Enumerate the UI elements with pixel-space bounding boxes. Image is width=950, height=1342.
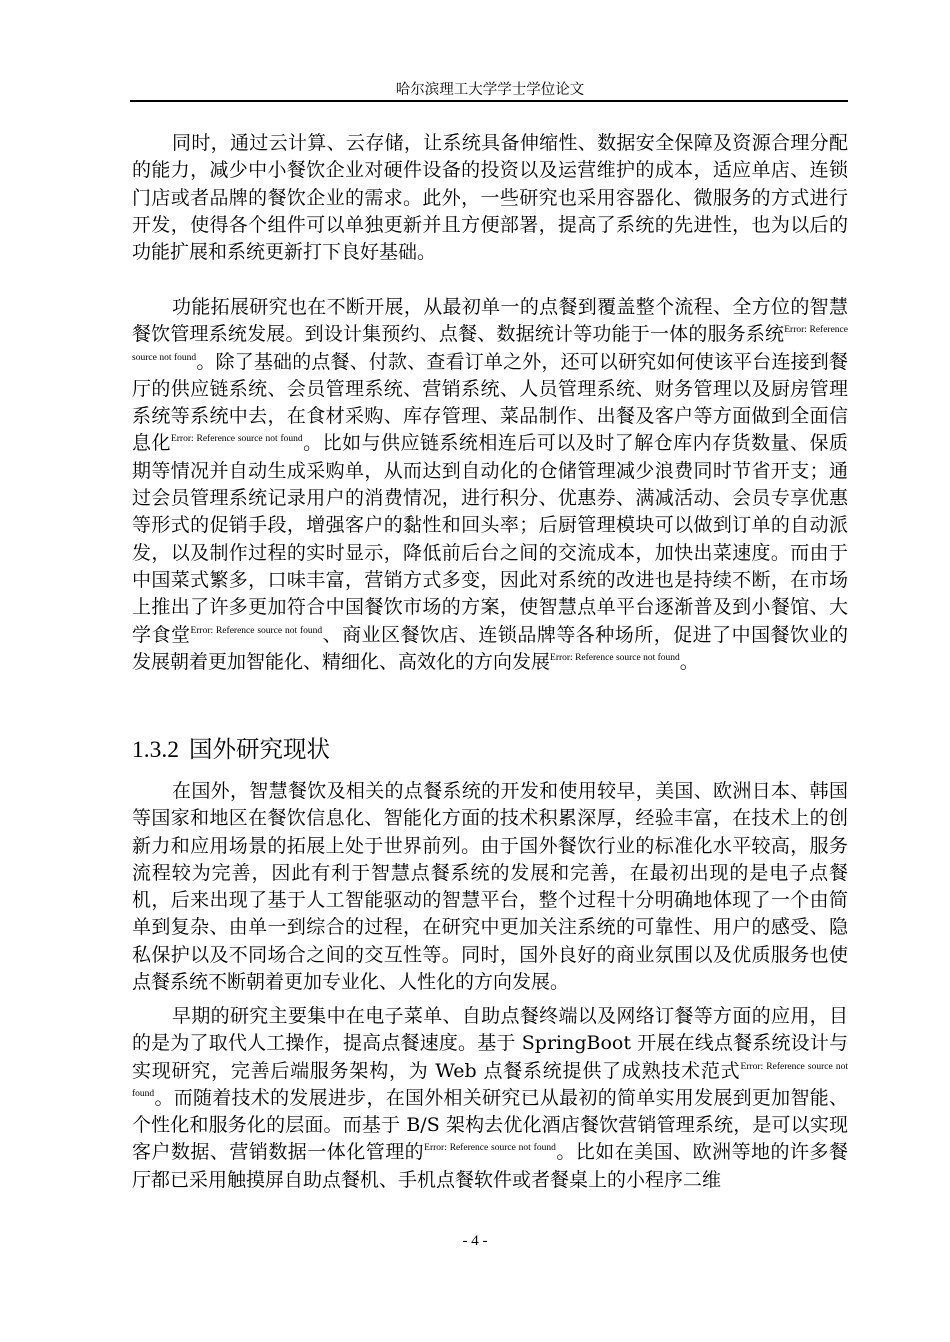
citation-error: Error: Reference source not found	[132, 1061, 848, 1099]
paragraph-text: 、商业区餐饮店、连锁品牌等各种场所，促进了中国餐饮业的发展朝着更加智能化、精细化、高效化的方向发展	[132, 623, 848, 673]
paragraph-text: 早期的研究主要集中在电子菜单、自助点餐终端以及网络订餐等方面的应用，目的是为了取代人工操作，提高点餐速度。基于 SpringBoot 开展在线点餐系统设计与实现研究，完善后端服务架构，为 Web 点餐系统提供了成熟技术范式	[132, 1005, 848, 1082]
section-number: 1.3.2	[132, 737, 179, 763]
paragraph-text: 。	[679, 650, 699, 673]
paragraph-text: 同时，通过云计算、云存储，让系统具备伸缩性、数据安全保障及资源合理分配的能力，减少中小餐饮企业对硬件设备的投资以及运营维护的成本，适应单店、连锁门店或者品牌的餐饮企业的需求。此外，一些研究也采用容器化、微服务的方式进行开发，使得各个组件可以单独更新并且方便部署，提高了系统的先进性，也为以后的功能扩展和系统更新打下良好基础。	[132, 132, 848, 264]
section-title: 国外研究现状	[189, 735, 330, 763]
citation-error: Error: Reference source not found	[550, 652, 680, 663]
paragraph-text: 在国外，智慧餐饮及相关的点餐系统的开发和使用较早，美国、欧洲日本、韩国等国家和地区在餐饮信息化、智能化方面的技术积累深厚，经验丰富，在技术上的创新力和应用场景的拓展上处于世界前列。由于国外餐饮行业的标准化水平较高，服务流程较为完善，因此有利于智慧点餐系统的发展和完善，在最初出现的是电子点餐机，后来出现了基于人工智能驱动的智慧平台，整个过程十分明确地体现了一个由简单到复杂、由单一到综合的过程，在研究中更加关注系统的可靠性、用户的感受、隐私保护以及不同场合之间的交互性等。同时，国外良好的商业氛围以及优质服务也使点餐系统不断朝着更加专业化、人性化的方向发展。	[132, 780, 848, 994]
citation-error: Error: Reference source not found	[132, 325, 848, 363]
citation-error: Error: Reference source not found	[190, 625, 323, 636]
body-paragraph	[132, 778, 848, 996]
citation-error: Error: Reference source not found	[170, 434, 303, 445]
page-header-title: 哈尔滨理工大学学士学位论文	[395, 82, 585, 98]
header-rule	[130, 100, 848, 102]
page-number: - 4 -	[462, 1233, 488, 1249]
paragraph-text: 。比如在美国、欧洲等地的许多餐厅都已采用触摸屏自助点餐机、手机点餐软件或者餐桌上的小程序二维	[132, 1141, 848, 1191]
section-heading	[132, 734, 330, 765]
citation-error: Error: Reference source not found	[424, 1143, 556, 1154]
paragraph-text: 。而随着技术的发展进步，在国外相关研究已从最初的简单实用发展到更加智能、个性化和服务化的层面。而基于 B/S 架构去优化酒店餐饮营销管理系统，是可以实现客户数据、营销数据一体化管理的	[132, 1086, 848, 1164]
body-paragraph	[132, 1003, 848, 1194]
body-paragraph	[132, 294, 848, 676]
paragraph-text: 功能拓展研究也在不断开展，从最初单一的点餐到覆盖整个流程、全方位的智慧餐饮管理系统发展。到设计集预约、点餐、数据统计等功能于一体的服务系统	[132, 296, 848, 346]
paragraph-text: 。除了基础的点餐、付款、查看订单之外，还可以研究如何使该平台连接到餐厅的供应链系统、会员管理系统、营销系统、人员管理系统、财务管理以及厨房管理系统等系统中去，在食材采购、库存管理、菜品制作、出餐及客户等方面做到全面信息化	[132, 350, 848, 455]
body-paragraph	[132, 130, 848, 266]
paragraph-text: 。比如与供应链系统相连后可以及时了解仓库内存货数量、保质期等情况并自动生成采购单，从而达到自动化的仓储管理减少浪费同时节省开支；通过会员管理系统记录用户的消费情况，进行积分、优惠券、满减活动、会员专享优惠等形式的促销手段，增强客户的黏性和回头率；后厨管理模块可以做到订单的自动派发，以及制作过程的实时显示，降低前后台之间的交流成本，加快出菜速度。而由于中国菜式繁多，口味丰富，营销方式多变，因此对系统的改进也是持续不断，在市场上推出了许多更加符合中国餐饮市场的方案，使智慧点单平台逐渐普及到小餐馆、大学食堂	[132, 432, 848, 646]
